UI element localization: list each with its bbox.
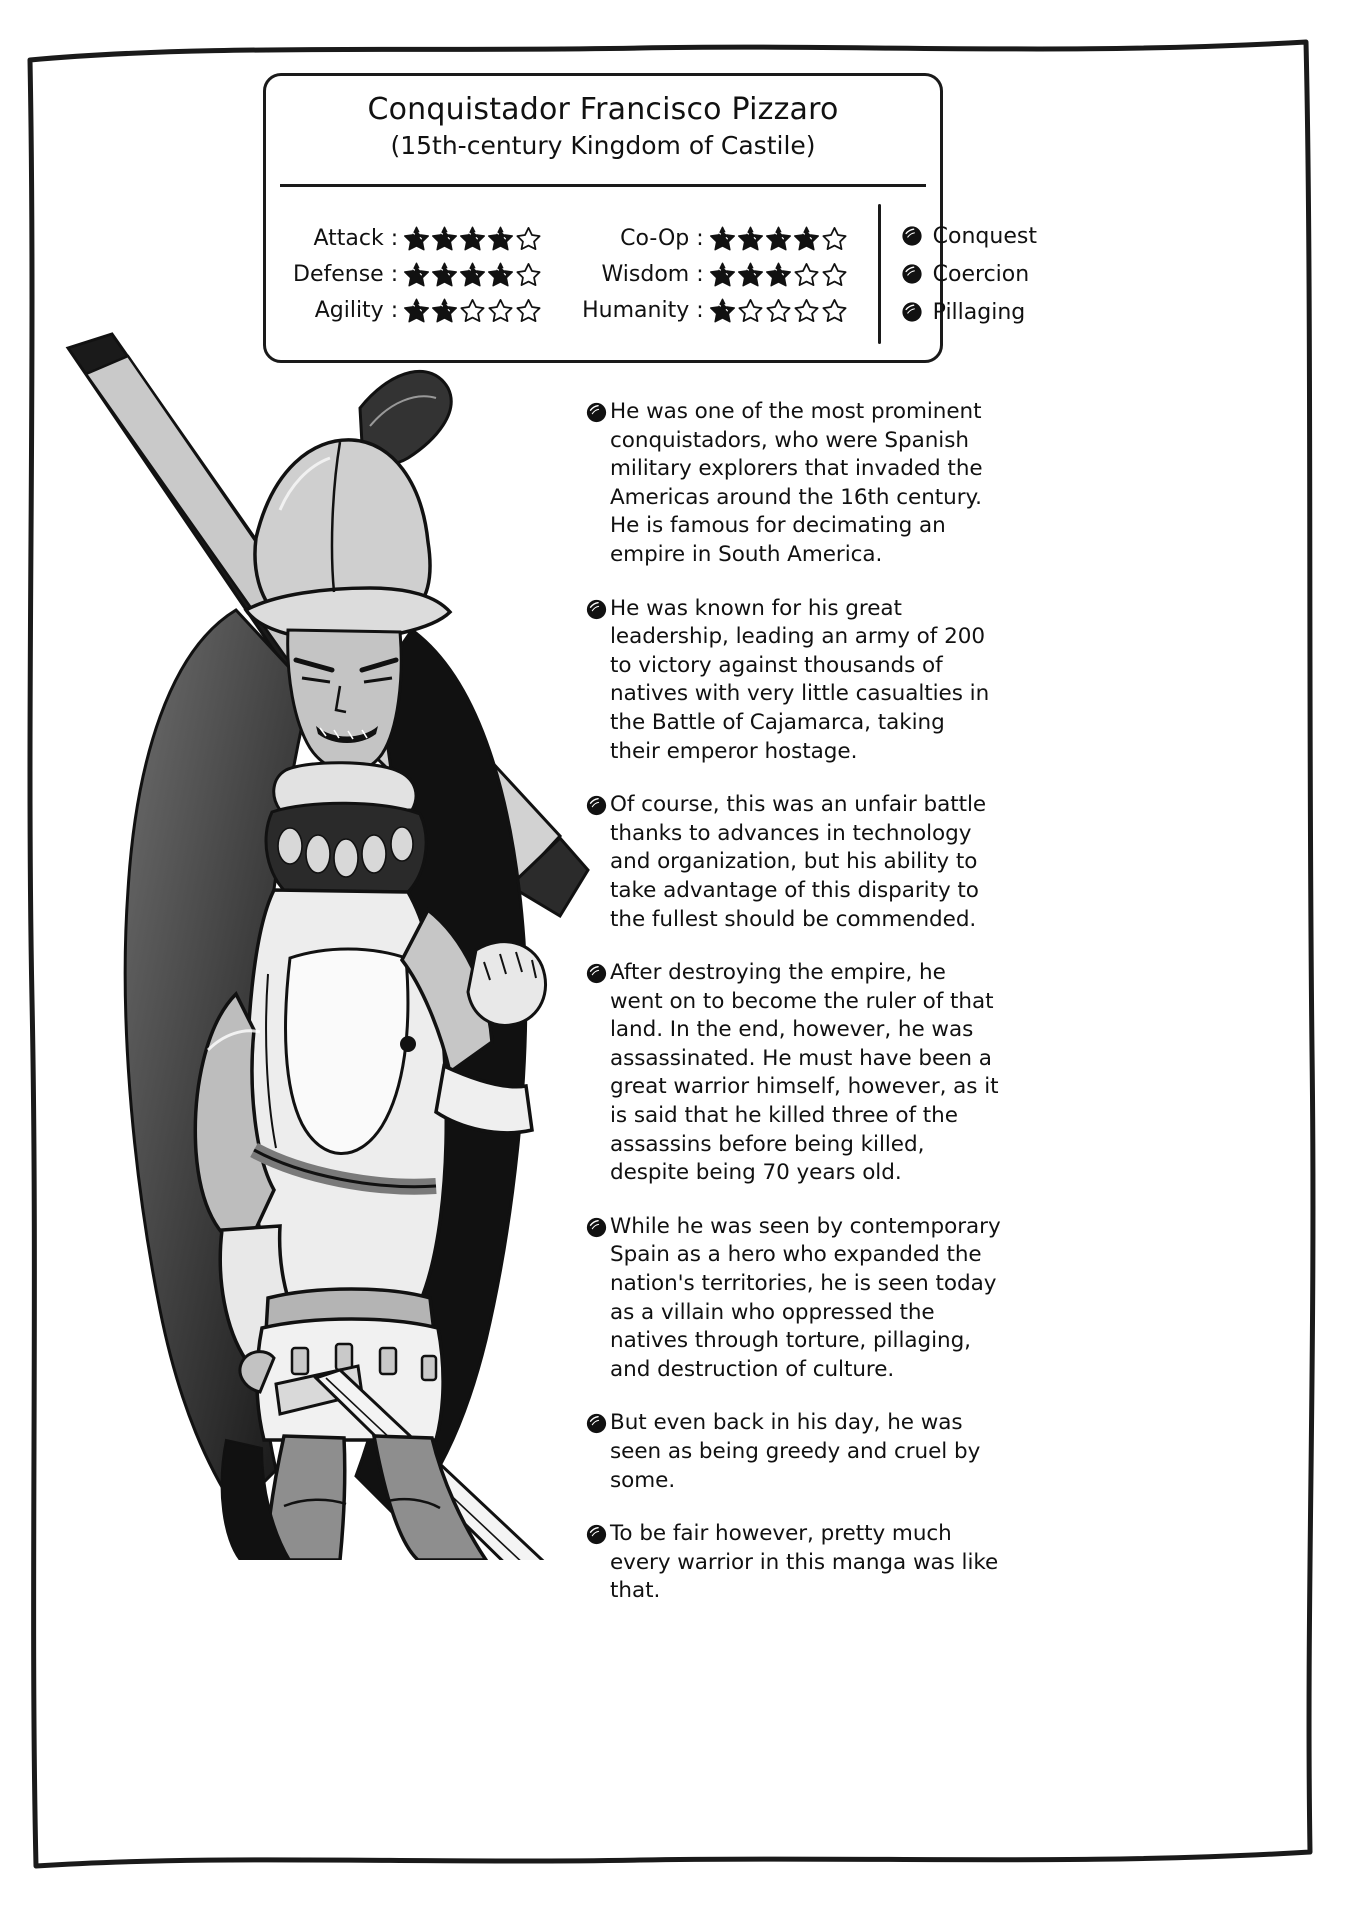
stat-colon: : [390,261,399,287]
star-filled-icon [403,225,430,252]
stat-label-attack: Attack [313,225,384,251]
ball-bullet-icon [586,599,607,620]
list-item [586,1520,1001,1606]
trait-tag-label: Pillaging [932,299,1026,325]
stat-row-humanity [582,297,848,324]
stats-column-primary [293,225,542,324]
stat-stars-wisdom [709,261,848,288]
stats-column-secondary [582,225,848,324]
card-divider [280,184,926,187]
character-stat-card [263,73,1037,363]
stat-colon: : [390,225,399,251]
list-item [586,398,1001,570]
star-filled-icon [487,261,514,288]
conquistador-illustration [40,330,600,1560]
stat-colon: : [696,297,704,323]
star-filled-icon [459,261,486,288]
stat-row-agility [293,297,542,324]
trait-tag-conquest [901,224,1037,249]
gauntlet-hand [468,942,546,1026]
star-filled-icon [487,225,514,252]
star-filled-icon [431,297,458,324]
stat-stars-coop [709,225,848,252]
stat-row-defense [293,261,542,288]
star-empty-icon [821,297,848,324]
ball-bullet-icon [586,1413,607,1434]
star-empty-icon [487,297,514,324]
star-filled-icon [403,297,430,324]
stat-row-wisdom [582,261,848,288]
star-empty-icon [459,297,486,324]
list-item-text: But even back in his day, he was seen as being greedy and cruel by some. [610,1410,981,1493]
ball-bullet-icon [901,225,923,247]
page-subtitle: (15th-century Kingdom of Castile) [390,130,816,160]
star-empty-icon [793,261,820,288]
star-empty-icon [515,225,542,252]
star-filled-icon [709,261,736,288]
stat-colon: : [390,297,399,323]
stats-tags-divider [878,204,881,344]
helmet [246,440,450,640]
ball-bullet-icon [586,1217,607,1238]
star-empty-icon [793,297,820,324]
star-filled-icon [403,261,430,288]
list-item [586,1409,1001,1495]
list-item [586,1213,1001,1385]
stat-row-coop [582,225,848,252]
star-filled-icon [737,261,764,288]
star-filled-icon [765,261,792,288]
star-filled-icon [793,225,820,252]
star-filled-icon [709,225,736,252]
chainmail-collar [266,803,426,896]
stat-label-coop: Co-Op [620,225,690,251]
star-empty-icon [515,261,542,288]
star-filled-icon [765,225,792,252]
list-item-text: Of course, this was an unfair battle thanks to advances in technology and organization, but his ability to take advantage of this disparity to the fullest should be commended. [610,792,987,932]
stat-stars-attack [403,225,542,252]
stat-label-agility: Agility [314,297,384,323]
star-empty-icon [821,225,848,252]
trait-tag-label: Coercion [932,261,1030,287]
star-empty-icon [515,297,542,324]
trait-tag-coercion [901,262,1037,287]
face [288,630,402,771]
ball-bullet-icon [586,1524,607,1545]
card-heading [266,76,940,160]
star-filled-icon [709,297,736,324]
star-empty-icon [765,297,792,324]
stat-colon: : [696,261,704,287]
star-filled-icon [431,225,458,252]
stat-stars-humanity [709,297,848,324]
trait-tag-list [901,224,1037,325]
trait-tag-pillaging [901,300,1037,325]
stat-label-wisdom: Wisdom [601,261,690,287]
ball-bullet-icon [901,263,923,285]
stat-label-humanity: Humanity [582,297,690,323]
stat-colon: : [696,225,704,251]
star-empty-icon [737,297,764,324]
ball-bullet-icon [901,301,923,323]
list-item [586,959,1001,1188]
star-filled-icon [459,225,486,252]
biography-list [586,398,1001,1606]
stat-label-defense: Defense [293,261,384,287]
stat-row-attack [293,225,542,252]
list-item-text: While he was seen by contemporary Spain as a hero who expanded the nation's territories, he is seen today as a villain who oppressed the natives through torture, pillaging, and destruction of culture. [610,1213,1001,1382]
star-empty-icon [821,261,848,288]
ball-bullet-icon [586,795,607,816]
list-item [586,595,1001,767]
list-item [586,791,1001,934]
list-item-text: After destroying the empire, he went on to become the ruler of that land. In the end, however, he was assassinated. He must have been a great warrior himself, however, as it is said that he killed three of the assassins before being killed, despite being 70 years old. [610,960,999,1186]
star-filled-icon [431,261,458,288]
stat-stars-defense [403,261,542,288]
page-title: Conquistador Francisco Pizzaro [367,92,839,127]
trait-tag-label: Conquest [932,223,1037,249]
list-item-text: He was known for his great leadership, leading an army of 200 to victory against thousands of natives with very little casualties in the Battle of Cajamarca, taking their emperor hostage. [610,595,990,764]
star-filled-icon [737,225,764,252]
list-item-text: To be fair however, pretty much every warrior in this manga was like that. [610,1521,999,1604]
ball-bullet-icon [586,963,607,984]
list-item-text: He was one of the most prominent conquistadors, who were Spanish military explorers that invaded the Americas around the 16th century. He is famous for decimating an empire in South America. [610,399,983,567]
stat-stars-agility [403,297,542,324]
ball-bullet-icon [586,402,607,423]
